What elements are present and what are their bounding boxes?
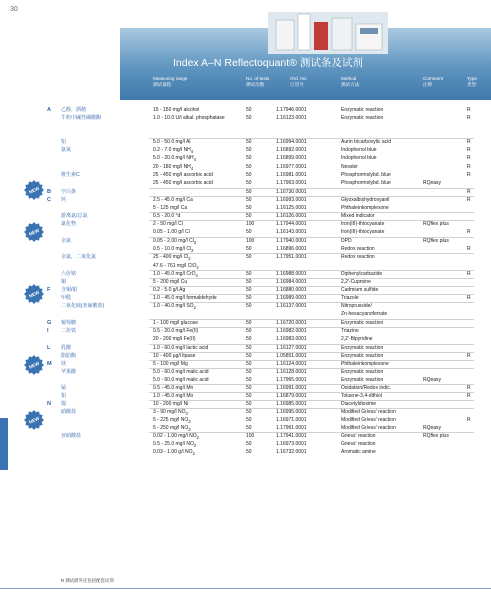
header-parameter: Parameter 测试参数 xyxy=(61,76,83,87)
table-row xyxy=(0,146,491,154)
cell-method: Redox reaction xyxy=(341,246,375,252)
page-number: 30 xyxy=(10,6,18,13)
cell-method: Phosphormolybd. blue xyxy=(341,172,391,178)
new-badge-label: NEW xyxy=(28,289,41,299)
cell-ord: 1.17951.0001 xyxy=(276,254,307,260)
cell-ord: 1.16981.0001 xyxy=(276,172,307,178)
cell-ord: 1.16892.0001 xyxy=(276,147,307,153)
cell-range: 1 - 100 mg/l glucose xyxy=(153,320,199,326)
table-row xyxy=(0,327,491,335)
header-range: Measuring range 测试量程 xyxy=(153,76,188,87)
bottom-rule xyxy=(0,588,491,589)
cell-method: Iron(III)-thiocyanate xyxy=(341,221,385,227)
table-row xyxy=(0,302,491,310)
cell-tests: 50 xyxy=(246,401,252,407)
row-separator xyxy=(149,344,474,345)
cell-method: Redox reaction xyxy=(341,254,375,260)
new-badge-label: NEW xyxy=(28,185,41,195)
cell-ord: 1.16896.0001 xyxy=(276,246,307,252)
row-separator xyxy=(149,294,474,295)
cell-letter: L xyxy=(47,345,51,351)
table-row xyxy=(0,171,491,179)
cell-method: Enzymatic reaction xyxy=(341,320,384,326)
cell-ord: 1.16993.0001 xyxy=(276,197,307,203)
row-separator xyxy=(149,368,474,369)
row-separator xyxy=(149,253,474,254)
cell-method: Phthaleinkomplexone xyxy=(341,205,389,211)
cell-range: 1.0 - 60.0 mg/l lactic acid xyxy=(153,345,209,351)
cell-ord: 1.16989.0001 xyxy=(276,295,307,301)
cell-param: 乙醇，酒精 xyxy=(61,107,87,113)
cell-method: Oxidation/Redox indic. xyxy=(341,385,392,391)
cell-ord: 1.16973.0001 xyxy=(276,441,307,447)
cell-range: 0.5 - 25.0 mg/l $NO_2$ xyxy=(153,441,197,448)
section-tab xyxy=(0,418,8,470)
cell-ord: 1.17941.0001 xyxy=(276,433,307,439)
table-row xyxy=(0,448,491,456)
new-badge-icon xyxy=(24,222,44,242)
cell-param: 钼 xyxy=(61,393,67,399)
cell-tests: 50 xyxy=(246,155,252,161)
new-badge-icon xyxy=(24,180,44,200)
cell-param: 锰 xyxy=(61,385,67,391)
cell-tests: 50 xyxy=(246,172,252,178)
cell-method: Griess' reaction xyxy=(341,441,376,447)
cell-tests: 50 xyxy=(246,393,252,399)
cell-method: Enzymatic reaction xyxy=(341,107,384,113)
cell-tests: 50 xyxy=(246,345,252,351)
cell-range: 25 - 400 mg/l $Cl_2$ xyxy=(153,254,191,261)
cell-ord: 1.16985.0001 xyxy=(276,401,307,407)
cell-range: 15 - 150 mg/l alcohol xyxy=(153,107,200,113)
table-row xyxy=(0,432,491,440)
cell-tests: 50 xyxy=(246,441,252,447)
row-separator xyxy=(149,278,474,279)
cell-method: Enzymatic reaction xyxy=(341,377,384,383)
cell-comment: RQflex plus xyxy=(423,238,449,244)
cell-range: 10 - 400 µg/l lipase xyxy=(153,353,196,359)
cell-method: Enzymatic reaction xyxy=(341,345,384,351)
cell-method: Modified Griess' reaction xyxy=(341,409,396,415)
cell-method: Diphenylcarbazide xyxy=(341,271,383,277)
cell-letter: G xyxy=(47,320,52,326)
cell-param: 维生素C xyxy=(61,172,80,178)
cell-param: 余氯 xyxy=(61,238,72,244)
cell-type: R xyxy=(467,164,471,170)
cell-range: 0.02 - 1.00 mg/l $NO_2$ xyxy=(153,433,199,440)
cell-tests: 50 xyxy=(246,229,252,235)
cell-param: 镁 xyxy=(61,361,67,367)
cell-range: 5 - 225 mg/l $NO_3$ xyxy=(153,417,191,424)
cell-tests: 50 xyxy=(246,409,252,415)
cell-range: 20 - 200 mg/l Fe(II) xyxy=(153,336,196,342)
cell-range: 0.03 - 1.00 g/l $NO_2$ xyxy=(153,449,195,456)
cell-range: 10 - 200 mg/l Ni xyxy=(153,401,189,407)
cell-ord: 1.16720.0001 xyxy=(276,320,307,326)
cell-method: Toluene-3,4-dithiol xyxy=(341,393,382,399)
cell-letter: F xyxy=(47,287,51,293)
cell-param: 苹果酸 xyxy=(61,369,77,375)
cell-param: 钙 xyxy=(61,197,67,203)
cell-ord: 1.16994.0001 xyxy=(276,139,307,145)
cell-method: Nessler xyxy=(341,164,358,170)
cell-letter: B xyxy=(47,189,52,195)
cell-type: R xyxy=(467,271,471,277)
cell-type: R xyxy=(467,172,471,178)
cell-letter: I xyxy=(47,328,49,334)
cell-tests: 100 xyxy=(246,238,255,244)
cell-method: Diacetyldioxime xyxy=(341,401,377,407)
cell-type: R xyxy=(467,417,471,423)
cell-method: Modified Griess' reaction xyxy=(341,425,396,431)
cell-method: Triazine xyxy=(341,328,359,334)
cell-method: Phthaleinkomplexone xyxy=(341,361,389,367)
cell-method: Nitroprusside/ xyxy=(341,303,372,309)
cell-type: R xyxy=(467,107,471,113)
cell-ord: 1.16971.0001 xyxy=(276,417,307,423)
cell-range: 5.0 - 60.0 mg/l malic acid xyxy=(153,369,209,375)
table-row xyxy=(0,196,491,204)
cell-type: R xyxy=(467,353,471,359)
row-separator xyxy=(149,212,474,213)
row-separator xyxy=(149,237,474,238)
cell-method: 2,2'-Cuproine xyxy=(341,279,371,285)
header-type: Type 类型 xyxy=(467,76,477,87)
row-separator xyxy=(149,220,474,221)
cell-method: Enzymatic reaction xyxy=(341,353,384,359)
cell-tests: 50 xyxy=(246,246,252,252)
new-badge-icon xyxy=(24,355,44,375)
cell-tests: 50 xyxy=(246,425,252,431)
cell-tests: 50 xyxy=(246,303,252,309)
cell-ord: 1.17961.0001 xyxy=(276,425,307,431)
table-row xyxy=(0,335,491,343)
cell-tests: 100 xyxy=(246,221,255,227)
new-badge-label: NEW xyxy=(28,415,41,425)
cell-range: 2.5 - 45.0 mg/l Ca xyxy=(153,197,193,203)
cell-method: Indophenol blue xyxy=(341,155,377,161)
table-row xyxy=(0,416,491,424)
cell-tests: 50 xyxy=(246,361,252,367)
cell-letter: A xyxy=(47,107,52,113)
cell-type: R xyxy=(467,155,471,161)
cell-tests: 50 xyxy=(246,213,252,219)
cell-tests: 50 xyxy=(246,377,252,383)
cell-method: Mixed indicator xyxy=(341,213,375,219)
cell-tests: 50 xyxy=(246,147,252,153)
cell-tests: 50 xyxy=(246,287,252,293)
cell-ord: 1.16988.0001 xyxy=(276,271,307,277)
cell-param: 二氧化硫(亚硫酸盐) xyxy=(61,303,105,309)
cell-method: Glyoxalbishydroxyanil xyxy=(341,197,390,203)
row-separator xyxy=(149,196,474,197)
cell-type: R xyxy=(467,229,471,235)
cell-ord: 1.17965.0001 xyxy=(276,377,307,383)
cell-range: 25 - 450 mg/l ascorbic acid xyxy=(153,180,213,186)
cell-ord: 1.16732.0001 xyxy=(276,449,307,455)
row-separator xyxy=(149,432,474,433)
cell-ord: 1.17944.0001 xyxy=(276,221,307,227)
cell-ord: 1.16128.0001 xyxy=(276,369,307,375)
cell-range: 3 - 90 mg/l $NO_3$ xyxy=(153,409,188,416)
cell-tests: 50 xyxy=(246,417,252,423)
cell-ord: 1.16983.0001 xyxy=(276,336,307,342)
row-separator xyxy=(149,286,474,287)
cell-range: 1.0 - 45.0 mg/l CrO$_4$ xyxy=(153,271,198,278)
table-row xyxy=(0,106,491,114)
cell-method: Aurin tricarboxylic acid xyxy=(341,139,392,145)
cell-ord: 1.16977.0001 xyxy=(276,164,307,170)
cell-range: 0.5 - 45.0 mg/l Mn xyxy=(153,385,194,391)
cell-param: 铜 xyxy=(61,279,67,285)
cell-range: 0.05 - 2.00 mg/l $Cl_2$ xyxy=(153,238,197,245)
cell-param: 氯化物 xyxy=(61,221,77,227)
table-row xyxy=(0,228,491,236)
footnote: R 测试紙外还包括配套试剂 xyxy=(61,578,114,583)
row-separator xyxy=(149,319,474,320)
cell-param: 镍 xyxy=(61,401,67,407)
cell-tests: 50 xyxy=(246,353,252,359)
cell-tests: 50 xyxy=(246,107,252,113)
table-row xyxy=(0,114,491,122)
cell-method: Iron(III)-thiocyanate xyxy=(341,229,385,235)
new-badge-icon xyxy=(24,410,44,430)
cell-tests: 50 xyxy=(246,279,252,285)
cell-ord: 1.17940.0001 xyxy=(276,238,307,244)
row-separator xyxy=(149,400,474,401)
cell-type: R xyxy=(467,139,471,145)
row-separator xyxy=(149,302,474,303)
cell-range: 0.5 - 20.0 mg/l Fe(II) xyxy=(153,328,199,334)
cell-param: 甲醛 xyxy=(61,295,72,301)
cell-param: 游离氯/总氯 xyxy=(61,213,88,219)
cell-tests: 50 xyxy=(246,385,252,391)
cell-param: 二价铁 xyxy=(61,328,77,334)
cell-range: 5.0 - 50.0 mg/l Al xyxy=(153,139,191,145)
table-row xyxy=(0,179,491,187)
cell-param: 硝酸盐 xyxy=(61,409,77,415)
cell-param: 空白条 xyxy=(61,189,77,195)
cell-comment: RQflex plus xyxy=(423,433,449,439)
cell-range: 47.6 - 761 mg/l ClO$_2$ xyxy=(153,263,199,270)
cell-param: 含铜/银 xyxy=(61,287,78,293)
product-photo xyxy=(268,10,388,54)
cell-tests: 50 xyxy=(246,115,252,121)
cell-ord: 1.16995.0001 xyxy=(276,409,307,415)
cell-type: R xyxy=(467,197,471,203)
row-separator xyxy=(149,270,474,271)
cell-tests: 50 xyxy=(246,369,252,375)
table-row xyxy=(0,154,491,162)
cell-param: 牛奶中碱性磷酸酶 xyxy=(61,115,102,121)
cell-tests: 50 xyxy=(246,205,252,211)
cell-tests: 50 xyxy=(246,271,252,277)
cell-range: 0.5 - 20.0 °d xyxy=(153,213,181,219)
cell-range: 5 - 100 mg/l Mg xyxy=(153,361,188,367)
cell-ord: 1.16123.0001 xyxy=(276,115,307,121)
cell-range: 1.0 - 10.0 U/l alkal. phosphatase xyxy=(153,115,225,121)
cell-range: 1.0 - 45.0 mg/l Mo xyxy=(153,393,194,399)
cell-type: R xyxy=(467,393,471,399)
cell-ord: 1.17946.0001 xyxy=(276,107,307,113)
table-row xyxy=(0,368,491,376)
new-badge-label: NEW xyxy=(28,227,41,237)
row-separator xyxy=(149,360,474,361)
new-badge-icon xyxy=(24,284,44,304)
table-row xyxy=(0,138,491,146)
header-method: Method 测试方法 xyxy=(341,76,360,87)
cell-tests: 50 xyxy=(246,197,252,203)
row-separator xyxy=(149,327,474,328)
header-comment: Comment 注释 xyxy=(423,76,443,87)
cell-method: Modified Griess' reaction xyxy=(341,417,396,423)
cell-method: Triazole xyxy=(341,295,359,301)
cell-range: 20 - 180 mg/l $NH_4$ xyxy=(153,164,194,171)
cell-ord: 1.16982.0001 xyxy=(276,328,307,334)
cell-ord: 1.16137.0001 xyxy=(276,303,307,309)
cell-param: 乳酸 xyxy=(61,345,72,351)
table-row xyxy=(0,220,491,228)
table-row xyxy=(0,408,491,416)
cell-type: R xyxy=(467,246,471,252)
cell-ord: 1.16984.0001 xyxy=(276,279,307,285)
cell-type: R xyxy=(467,295,471,301)
cell-comment: RQeasy xyxy=(423,377,442,383)
cell-comment: RQeasy xyxy=(423,180,442,186)
cell-ord: 1.16127.0001 xyxy=(276,345,307,351)
cell-range: 5 - 125 mg/l Ca xyxy=(153,205,188,211)
cell-range: 5.0 - 20.0 mg/l $NH_4$ xyxy=(153,155,196,162)
cell-ord: 1.16126.0001 xyxy=(276,213,307,219)
cell-tests: 50 xyxy=(246,320,252,326)
cell-ord: 1.17963.0001 xyxy=(276,180,307,186)
cell-ord: 1.16991.0001 xyxy=(276,385,307,391)
cell-method: Phosphormolybd. blue xyxy=(341,180,391,186)
row-separator xyxy=(149,408,474,409)
cell-range: 5 - 250 mg/l $NO_3$ xyxy=(153,425,191,432)
cell-ord: 1.16143.0001 xyxy=(276,229,307,235)
cell-comment: RQflex plus xyxy=(423,221,449,227)
cell-range: 2 - 50 mg/l Cl xyxy=(153,221,183,227)
cell-param: 铝 xyxy=(61,139,67,145)
cell-tests: 50 xyxy=(246,164,252,170)
cell-method: Enzymatic reaction xyxy=(341,369,384,375)
cell-range: 25 - 450 mg/l ascorbic acid xyxy=(153,172,213,178)
cell-range: 5 - 200 mg/l Cu xyxy=(153,279,188,285)
cell-tests: 50 xyxy=(246,254,252,260)
table-row xyxy=(0,163,491,171)
cell-range: 0.5 - 10.0 mg/l $Cl_2$ xyxy=(153,246,194,253)
cell-tests: 50 xyxy=(246,449,252,455)
cell-param: 余氯，二氧化氯 xyxy=(61,254,97,260)
cell-type: R xyxy=(467,385,471,391)
cell-param: 亚硝酸盐 xyxy=(61,433,82,439)
cell-type: R xyxy=(467,189,471,195)
cell-comment: RQeasy xyxy=(423,425,442,431)
cell-range: 5.0 - 60.0 mg/l malic acid xyxy=(153,377,209,383)
cell-range: 0.05 - 1.00 g/l Cl xyxy=(153,229,190,235)
cell-tests: 50 xyxy=(246,295,252,301)
row-separator xyxy=(149,392,474,393)
table-row xyxy=(0,237,491,245)
page-title: Index A–N Reflectoquant® 测试条及试剂 xyxy=(173,57,363,69)
cell-method: Aromatic amine xyxy=(341,449,376,455)
cell-letter: N xyxy=(47,401,52,407)
cell-tests: 50 xyxy=(246,139,252,145)
cell-ord: 1.16880.0001 xyxy=(276,287,307,293)
cell-range: 1.0 - 40.0 mg/l $SO_2$ xyxy=(153,303,196,310)
row-separator xyxy=(149,352,474,353)
cell-range: 0.2 - 5.0 g/l Ag xyxy=(153,287,186,293)
cell-ord: 1.16899.0001 xyxy=(276,155,307,161)
new-badge-label: NEW xyxy=(28,360,41,370)
cell-ord: 1.05851.0001 xyxy=(276,353,307,359)
cell-type: R xyxy=(467,147,471,153)
row-separator xyxy=(149,384,474,385)
cell-method: Griess' reaction xyxy=(341,433,376,439)
cell-type: R xyxy=(467,115,471,121)
row-separator xyxy=(149,188,474,189)
cell-tests: 100 xyxy=(246,433,255,439)
cell-method: 2,2'-Bipyridine xyxy=(341,336,373,342)
cell-param: 葡萄糖 xyxy=(61,320,77,326)
cell-ord: 1.16124.0001 xyxy=(276,361,307,367)
cell-range: 1.0 - 45.0 mg/l formaldehyde xyxy=(153,295,217,301)
cell-ord: 1.16879.0001 xyxy=(276,393,307,399)
cell-tests: 50 xyxy=(246,336,252,342)
cell-tests: 50 xyxy=(246,189,252,195)
table-row xyxy=(0,440,491,448)
cell-param: 氨氮 xyxy=(61,147,72,153)
cell-letter: M xyxy=(47,361,52,367)
cell-method: Zn-hexacyanoferrate xyxy=(341,311,388,317)
cell-ord: 1.16730.0001 xyxy=(276,189,307,195)
cell-param: 六价铬 xyxy=(61,271,77,277)
cell-param: 脂肪酶 xyxy=(61,353,77,359)
cell-range: 0.2 - 7.0 mg/l $NH_4$ xyxy=(153,147,194,154)
cell-tests: 50 xyxy=(246,328,252,334)
cell-method: Cadmium sulfide xyxy=(341,287,379,293)
cell-tests: 50 xyxy=(246,180,252,186)
row-separator xyxy=(149,138,474,139)
cell-method: Enzymatic reaction xyxy=(341,115,384,121)
table-row xyxy=(0,253,491,261)
cell-method: Indophenol blue xyxy=(341,147,377,153)
cell-letter: C xyxy=(47,197,52,203)
cell-method: DPD xyxy=(341,238,352,244)
cell-ord: 1.16125.0001 xyxy=(276,205,307,211)
header-ord: Ord. No. 订货号 xyxy=(290,76,308,87)
header-tests: No. of tests 测试次数 xyxy=(246,76,270,87)
table-row xyxy=(0,310,491,318)
